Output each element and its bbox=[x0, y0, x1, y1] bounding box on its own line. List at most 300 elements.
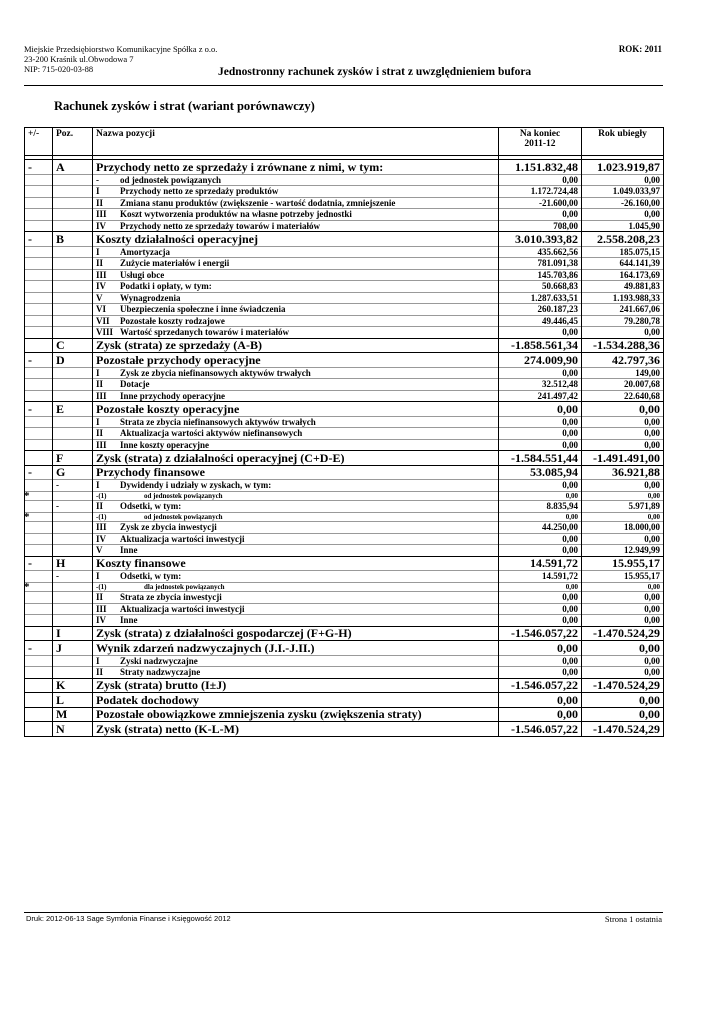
row-position: A bbox=[53, 160, 93, 175]
table-header bbox=[25, 128, 664, 156]
row-current-value: 0,00 bbox=[499, 209, 582, 221]
row-sub-position: II bbox=[96, 592, 104, 603]
row-label: Podatki i opłaty, w tym: bbox=[120, 281, 212, 292]
row-sub-position: I bbox=[96, 246, 100, 257]
row-label: Ubezpieczenia społeczne i inne świadczenia bbox=[120, 304, 286, 315]
row-sign bbox=[25, 451, 53, 466]
row-label: Zysk ze zbycia inwestycji bbox=[120, 522, 217, 533]
table-row bbox=[25, 615, 664, 627]
row-position bbox=[53, 269, 93, 281]
company-address: 23-200 Kraśnik ul.Obwodowa 7 bbox=[24, 54, 134, 64]
row-current-value: 435.662,56 bbox=[499, 246, 582, 258]
row-current-value: 0,00 bbox=[499, 491, 582, 501]
row-previous-value: 0,00 bbox=[582, 667, 664, 679]
row-label: Koszt wytworzenia produktów na własne potrzeby jednostki bbox=[120, 209, 352, 220]
row-name bbox=[93, 678, 499, 693]
row-previous-value: 2.558.208,23 bbox=[582, 232, 664, 247]
row-sign bbox=[25, 707, 53, 722]
row-position: N bbox=[53, 722, 93, 737]
row-current-value: 8.835,94 bbox=[499, 501, 582, 513]
row-previous-value: 5.971,89 bbox=[582, 501, 664, 513]
table-row bbox=[25, 367, 664, 379]
row-name bbox=[93, 379, 499, 391]
col-header-pm: +/- bbox=[25, 128, 53, 156]
table-row bbox=[25, 232, 664, 247]
row-name bbox=[93, 592, 499, 604]
row-label: Zysk (strata) z działalności operacyjnej (C+D-E) bbox=[96, 450, 345, 465]
row-sign: - bbox=[25, 160, 53, 175]
table-row bbox=[25, 545, 664, 557]
row-label: Dotacje bbox=[120, 379, 150, 390]
row-current-value: 781.091,38 bbox=[499, 258, 582, 270]
table-row bbox=[25, 451, 664, 466]
row-marker: * bbox=[24, 490, 30, 502]
row-current-value: 50.668,83 bbox=[499, 281, 582, 293]
row-sub-position: VIII bbox=[96, 327, 114, 338]
row-position bbox=[53, 582, 93, 592]
row-position: G bbox=[53, 465, 93, 480]
row-position bbox=[53, 246, 93, 258]
row-sign bbox=[25, 186, 53, 198]
row-sign bbox=[25, 209, 53, 221]
row-name bbox=[93, 220, 499, 232]
row-sign bbox=[25, 304, 53, 316]
row-previous-value: -1.470.524,29 bbox=[582, 678, 664, 693]
row-name bbox=[93, 693, 499, 708]
row-label: Amortyzacja bbox=[120, 246, 170, 257]
row-name bbox=[93, 304, 499, 316]
row-label: od jednostek powiązanych bbox=[144, 491, 223, 500]
row-previous-value: 12.949,99 bbox=[582, 545, 664, 557]
row-sub-position: VII bbox=[96, 315, 110, 326]
row-sub-position: V bbox=[96, 292, 103, 303]
row-position: H bbox=[53, 556, 93, 571]
row-name bbox=[93, 292, 499, 304]
table-row bbox=[25, 338, 664, 353]
row-label: Pozostałe koszty rodzajowe bbox=[120, 315, 225, 326]
row-current-value: 0,00 bbox=[499, 693, 582, 708]
row-current-value: -1.546.057,22 bbox=[499, 678, 582, 693]
row-position bbox=[53, 292, 93, 304]
row-sign bbox=[25, 281, 53, 293]
row-position bbox=[53, 390, 93, 402]
row-label: Przychody finansowe bbox=[96, 465, 205, 480]
row-name bbox=[93, 174, 499, 186]
row-current-value: 49.446,45 bbox=[499, 315, 582, 327]
row-sub-position: II bbox=[96, 667, 104, 678]
row-previous-value: 42.797,36 bbox=[582, 353, 664, 368]
row-label: od jednostek powiązanych bbox=[144, 512, 223, 521]
table-row bbox=[25, 220, 664, 232]
row-label: Straty nadzwyczajne bbox=[120, 667, 201, 678]
row-name bbox=[93, 269, 499, 281]
row-sign: - bbox=[25, 465, 53, 480]
table-row bbox=[25, 626, 664, 641]
table-row bbox=[25, 707, 664, 722]
row-sign bbox=[25, 258, 53, 270]
table-row bbox=[25, 641, 664, 656]
row-name bbox=[93, 197, 499, 209]
table-row bbox=[25, 402, 664, 417]
row-name bbox=[93, 512, 499, 522]
row-sign bbox=[25, 533, 53, 545]
row-position bbox=[53, 533, 93, 545]
row-position: E bbox=[53, 402, 93, 417]
row-label: Wynik zdarzeń nadzwyczajnych (J.I.-J.II.) bbox=[96, 640, 315, 655]
row-label: Zysk (strata) ze sprzedaży (A-B) bbox=[96, 338, 262, 353]
row-position bbox=[53, 186, 93, 198]
row-label: Odsetki, w tym: bbox=[120, 501, 182, 512]
row-sub-position: I bbox=[96, 186, 100, 197]
row-sign bbox=[25, 338, 53, 353]
row-position: L bbox=[53, 693, 93, 708]
row-sub-position: III bbox=[96, 209, 107, 220]
table-row bbox=[25, 353, 664, 368]
print-info: Druk: 2012-06-13 Sage Symfonia Finanse i Księgowość 2012 bbox=[26, 914, 231, 923]
row-label: Aktualizacja wartości inwestycji bbox=[120, 533, 245, 544]
row-label: Zysk (strata) brutto (I±J) bbox=[96, 678, 227, 693]
col-header-current bbox=[499, 128, 582, 156]
row-name bbox=[93, 281, 499, 293]
row-previous-value: 0,00 bbox=[582, 641, 664, 656]
row-sub-position: IV bbox=[96, 281, 107, 292]
table-row bbox=[25, 292, 664, 304]
row-current-value: -21.600,00 bbox=[499, 197, 582, 209]
table-row bbox=[25, 281, 664, 293]
row-position bbox=[53, 592, 93, 604]
row-position bbox=[53, 655, 93, 667]
table-row bbox=[25, 246, 664, 258]
row-sub-position: - bbox=[96, 174, 99, 185]
row-sign bbox=[25, 603, 53, 615]
row-current-value: -1.584.551,44 bbox=[499, 451, 582, 466]
row-sign: - bbox=[25, 556, 53, 571]
row-sign bbox=[25, 220, 53, 232]
row-sub-position: V bbox=[96, 545, 103, 556]
row-position bbox=[53, 491, 93, 501]
table-row bbox=[25, 315, 664, 327]
row-previous-value: 644.141,39 bbox=[582, 258, 664, 270]
row-name bbox=[93, 626, 499, 641]
row-sub-position: -(1) bbox=[96, 491, 107, 500]
row-sub-position: IV bbox=[96, 220, 107, 231]
row-current-value: 3.010.393,82 bbox=[499, 232, 582, 247]
row-sub-position: IV bbox=[96, 615, 107, 626]
row-position bbox=[53, 367, 93, 379]
row-current-value: 0,00 bbox=[499, 402, 582, 417]
row-label: Zyski nadzwyczajne bbox=[120, 655, 198, 666]
row-position bbox=[53, 512, 93, 522]
row-previous-value: 0,00 bbox=[582, 174, 664, 186]
row-position: - bbox=[53, 501, 93, 513]
row-sign bbox=[25, 545, 53, 557]
table-row bbox=[25, 480, 664, 492]
row-current-value: -1.858.561,34 bbox=[499, 338, 582, 353]
row-sign bbox=[25, 592, 53, 604]
row-previous-value: 0,00 bbox=[582, 480, 664, 492]
row-name bbox=[93, 390, 499, 402]
row-name bbox=[93, 338, 499, 353]
table-row bbox=[25, 304, 664, 316]
row-name bbox=[93, 545, 499, 557]
table-row bbox=[25, 491, 664, 501]
row-name bbox=[93, 655, 499, 667]
row-name bbox=[93, 258, 499, 270]
row-name bbox=[93, 491, 499, 501]
row-position bbox=[53, 545, 93, 557]
report-year: ROK: 2011 bbox=[618, 44, 662, 54]
row-sub-position: II bbox=[96, 379, 104, 390]
row-previous-value: 0,00 bbox=[582, 402, 664, 417]
row-current-value: 53.085,94 bbox=[499, 465, 582, 480]
row-position: C bbox=[53, 338, 93, 353]
table-row bbox=[25, 186, 664, 198]
row-label: Zmiana stanu produktów (zwiększenie - wartość dodatnia, zmniejszenie bbox=[120, 197, 396, 208]
row-previous-value: 1.193.988,33 bbox=[582, 292, 664, 304]
table-row bbox=[25, 428, 664, 440]
table-row bbox=[25, 512, 664, 522]
row-previous-value: 79.280,78 bbox=[582, 315, 664, 327]
col-header-current-label: Na koniec bbox=[519, 129, 561, 139]
row-label: Koszty działalności operacyjnej bbox=[96, 231, 258, 246]
row-label: Strata ze zbycia inwestycji bbox=[120, 592, 222, 603]
row-position bbox=[53, 603, 93, 615]
row-previous-value: 0,00 bbox=[582, 491, 664, 501]
row-previous-value: 0,00 bbox=[582, 655, 664, 667]
row-sub-position: II bbox=[96, 428, 104, 439]
row-current-value: 14.591,72 bbox=[499, 571, 582, 583]
table-row bbox=[25, 269, 664, 281]
row-current-value: 0,00 bbox=[499, 327, 582, 339]
row-position bbox=[53, 428, 93, 440]
row-sign: - bbox=[25, 353, 53, 368]
row-current-value: 0,00 bbox=[499, 367, 582, 379]
table-row bbox=[25, 379, 664, 391]
row-sign: - bbox=[25, 402, 53, 417]
row-position bbox=[53, 304, 93, 316]
row-label: Przychody netto ze sprzedaży towarów i materiałów bbox=[120, 220, 320, 231]
row-sub-position: II bbox=[96, 258, 104, 269]
row-marker: * bbox=[24, 581, 30, 593]
row-current-value: 260.187,23 bbox=[499, 304, 582, 316]
row-current-value: 0,00 bbox=[499, 582, 582, 592]
row-name bbox=[93, 667, 499, 679]
table-row bbox=[25, 571, 664, 583]
row-name bbox=[93, 722, 499, 737]
row-sign bbox=[25, 292, 53, 304]
row-label: Aktualizacja wartości inwestycji bbox=[120, 603, 245, 614]
row-label: Aktualizacja wartości aktywów niefinansowych bbox=[120, 428, 303, 439]
row-previous-value: 0,00 bbox=[582, 428, 664, 440]
row-sub-position: VI bbox=[96, 304, 107, 315]
row-position bbox=[53, 258, 93, 270]
row-label: Dywidendy i udziały w zyskach, w tym: bbox=[120, 480, 272, 491]
row-previous-value: 49.881,83 bbox=[582, 281, 664, 293]
row-position: - bbox=[53, 571, 93, 583]
row-previous-value: 0,00 bbox=[582, 582, 664, 592]
row-previous-value: 0,00 bbox=[582, 592, 664, 604]
row-sign bbox=[25, 174, 53, 186]
row-name bbox=[93, 582, 499, 592]
row-current-value: 0,00 bbox=[499, 603, 582, 615]
col-header-name: Nazwa pozycji bbox=[93, 128, 499, 156]
row-label: Zysk (strata) z działalności gospodarczej (F+G-H) bbox=[96, 626, 352, 641]
row-name bbox=[93, 603, 499, 615]
row-label: Pozostałe przychody operacyjne bbox=[96, 352, 261, 367]
row-previous-value: 241.667,06 bbox=[582, 304, 664, 316]
row-current-value: 274.009,90 bbox=[499, 353, 582, 368]
col-header-current-period: 2011-12 bbox=[524, 139, 556, 149]
row-label: Wynagrodzenia bbox=[120, 292, 181, 303]
table-row bbox=[25, 197, 664, 209]
row-previous-value: -1.470.524,29 bbox=[582, 626, 664, 641]
row-current-value: -1.546.057,22 bbox=[499, 626, 582, 641]
row-position: D bbox=[53, 353, 93, 368]
row-position bbox=[53, 416, 93, 428]
row-current-value: 1.287.633,51 bbox=[499, 292, 582, 304]
row-current-value: 0,00 bbox=[499, 533, 582, 545]
row-previous-value: 0,00 bbox=[582, 693, 664, 708]
row-previous-value: 185.075,15 bbox=[582, 246, 664, 258]
table-row bbox=[25, 209, 664, 221]
row-sub-position: III bbox=[96, 522, 107, 533]
row-current-value: 0,00 bbox=[499, 439, 582, 451]
row-previous-value: 149,00 bbox=[582, 367, 664, 379]
row-previous-value: -26.160,00 bbox=[582, 197, 664, 209]
table-row bbox=[25, 592, 664, 604]
row-sub-position: III bbox=[96, 603, 107, 614]
table-row bbox=[25, 501, 664, 513]
table-row bbox=[25, 655, 664, 667]
row-label: Przychody netto ze sprzedaży produktów bbox=[120, 186, 279, 197]
row-label: Pozostałe koszty operacyjne bbox=[96, 401, 240, 416]
row-current-value: 145.703,86 bbox=[499, 269, 582, 281]
row-sub-position: III bbox=[96, 390, 107, 401]
row-position bbox=[53, 197, 93, 209]
section-title: Rachunek zysków i strat (wariant porównawczy) bbox=[54, 99, 315, 113]
row-name bbox=[93, 428, 499, 440]
table-row bbox=[25, 678, 664, 693]
col-header-previous: Rok ubiegły bbox=[582, 128, 664, 156]
row-previous-value: 164.173,69 bbox=[582, 269, 664, 281]
row-current-value: 44.250,00 bbox=[499, 522, 582, 534]
row-current-value: 0,00 bbox=[499, 667, 582, 679]
row-name bbox=[93, 416, 499, 428]
row-sign bbox=[25, 655, 53, 667]
table-row bbox=[25, 522, 664, 534]
row-label: Zysk (strata) netto (K-L-M) bbox=[96, 721, 239, 736]
row-label: Inne koszty operacyjne bbox=[120, 439, 209, 450]
row-name bbox=[93, 501, 499, 513]
row-label: Usługi obce bbox=[120, 269, 165, 280]
row-current-value: 0,00 bbox=[499, 545, 582, 557]
row-sub-position: -(1) bbox=[96, 512, 107, 521]
row-sub-position: I bbox=[96, 367, 100, 378]
table-row bbox=[25, 603, 664, 615]
row-current-value: -1.546.057,22 bbox=[499, 722, 582, 737]
row-name bbox=[93, 465, 499, 480]
row-current-value: 1.151.832,48 bbox=[499, 160, 582, 175]
table-row bbox=[25, 465, 664, 480]
row-previous-value: 18.000,00 bbox=[582, 522, 664, 534]
table-row bbox=[25, 582, 664, 592]
row-sign: - bbox=[25, 232, 53, 247]
row-current-value: 0,00 bbox=[499, 174, 582, 186]
table-row bbox=[25, 693, 664, 708]
row-label: Pozostałe obowiązkowe zmniejszenia zysku (zwiększenia straty) bbox=[96, 707, 422, 722]
row-current-value: 14.591,72 bbox=[499, 556, 582, 571]
row-label: dla jednostek powiązanych bbox=[144, 582, 225, 591]
row-sign bbox=[25, 367, 53, 379]
row-position: M bbox=[53, 707, 93, 722]
company-name: Miejskie Przedsiębiorstwo Komunikacyjne Spółka z o.o. bbox=[24, 44, 218, 54]
row-sign bbox=[25, 667, 53, 679]
row-previous-value: 0,00 bbox=[582, 439, 664, 451]
row-sign bbox=[25, 428, 53, 440]
row-name bbox=[93, 522, 499, 534]
row-sign bbox=[25, 390, 53, 402]
row-position: K bbox=[53, 678, 93, 693]
row-position bbox=[53, 667, 93, 679]
row-previous-value: 15.955,17 bbox=[582, 571, 664, 583]
row-name bbox=[93, 186, 499, 198]
table-row bbox=[25, 667, 664, 679]
row-label: Podatek dochodowy bbox=[96, 692, 200, 707]
table-row bbox=[25, 160, 664, 175]
company-nip: NIP: 715-020-03-88 bbox=[24, 64, 94, 74]
row-sign bbox=[25, 416, 53, 428]
table-row bbox=[25, 722, 664, 737]
row-previous-value: -1.491.491,00 bbox=[582, 451, 664, 466]
row-current-value: 0,00 bbox=[499, 615, 582, 627]
row-position bbox=[53, 209, 93, 221]
row-label: Zużycie materiałów i energii bbox=[120, 258, 230, 269]
row-sub-position: IV bbox=[96, 533, 107, 544]
row-sub-position: III bbox=[96, 439, 107, 450]
row-sign bbox=[25, 327, 53, 339]
row-previous-value: 36.921,88 bbox=[582, 465, 664, 480]
row-sub-position: -(1) bbox=[96, 582, 107, 591]
row-current-value: 32.512,48 bbox=[499, 379, 582, 391]
row-label: Odsetki, w tym: bbox=[120, 571, 182, 582]
row-name bbox=[93, 451, 499, 466]
row-name bbox=[93, 367, 499, 379]
row-sign bbox=[25, 379, 53, 391]
row-name bbox=[93, 480, 499, 492]
row-sign bbox=[25, 246, 53, 258]
row-previous-value: 0,00 bbox=[582, 707, 664, 722]
row-position bbox=[53, 439, 93, 451]
row-label: Inne przychody operacyjne bbox=[120, 390, 225, 401]
table-row bbox=[25, 533, 664, 545]
row-sign bbox=[25, 439, 53, 451]
row-position bbox=[53, 315, 93, 327]
row-previous-value: 1.045,90 bbox=[582, 220, 664, 232]
row-current-value: 0,00 bbox=[499, 655, 582, 667]
row-name bbox=[93, 641, 499, 656]
row-marker: * bbox=[24, 511, 30, 523]
row-position bbox=[53, 174, 93, 186]
table-row bbox=[25, 390, 664, 402]
col-header-pos: Poz. bbox=[53, 128, 93, 156]
row-previous-value: -1.534.288,36 bbox=[582, 338, 664, 353]
row-sign bbox=[25, 269, 53, 281]
row-previous-value: -1.470.524,29 bbox=[582, 722, 664, 737]
row-current-value: 1.172.724,48 bbox=[499, 186, 582, 198]
row-name bbox=[93, 615, 499, 627]
row-position: J bbox=[53, 641, 93, 656]
row-previous-value: 0,00 bbox=[582, 533, 664, 545]
